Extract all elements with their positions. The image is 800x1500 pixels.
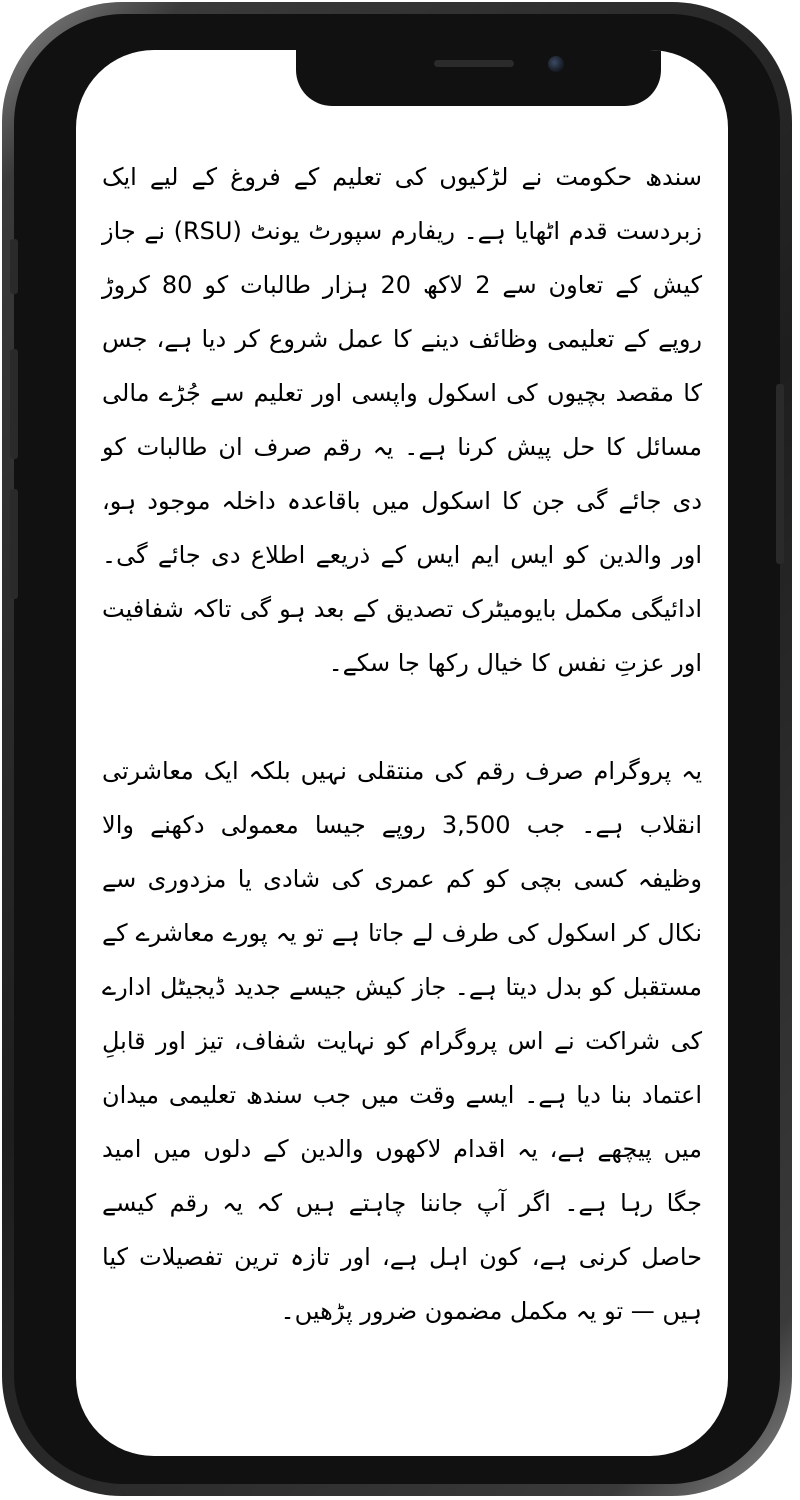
silent-switch: [10, 239, 18, 294]
article-body: [102, 150, 702, 1338]
volume-down-button: [10, 489, 18, 599]
speaker-grille: [434, 60, 514, 67]
article-paragraph-2: یہ پروگرام صرف رقم کی منتقلی نہیں بلکہ ایک معاشرتی انقلاب ہے۔ جب 3,500 روپے جیسا معمولی دکھنے والا وظیفہ کسی بچی کو کم عمری کی شادی یا مزدوری سے نکال کر اسکول کی طرف لے جاتا ہے تو یہ پورے معاشرے کے مستقبل کو بدل دیتا ہے۔ جاز کیش جیسے جدید ڈیجیٹل ادارے کی شراکت نے اس پروگرام کو نہایت شفاف، تیز اور قابلِ اعتماد بنا دیا ہے۔ ایسے وقت میں جب سندھ تعلیمی میدان میں پیچھے ہے، یہ اقدام لاکھوں والدین کے دلوں میں امید جگا رہا ہے۔ اگر آپ جاننا چاہتے ہیں کہ یہ رقم کیسے حاصل کرنی ہے، کون اہل ہے، اور تازہ ترین تفصیلات کیا ہیں — تو یہ مکمل مضمون ضرور پڑھیں۔: [102, 757, 702, 1325]
phone-screen: [76, 50, 728, 1456]
volume-up-button: [10, 349, 18, 459]
article-paragraph-1: سندھ حکومت نے لڑکیوں کی تعلیم کے فروغ کے لیے ایک زبردست قدم اٹھایا ہے۔ ریفارم سپورٹ یونٹ (RSU) نے جاز کیش کے تعاون سے 2 لاکھ 20 ہزار طالبات کو 80 کروڑ روپے کے تعلیمی وظائف دینے کا عمل شروع کر دیا ہے، جس کا مقصد بچیوں کی اسکول واپسی اور تعلیم سے جُڑے مالی مسائل کا حل پیش کرنا ہے۔ یہ رقم صرف ان طالبات کو دی جائے گی جن کا اسکول میں باقاعدہ داخلہ موجود ہو، اور والدین کو ایس ایم ایس کے ذریعے اطلاع دی جائے گی۔ ادائیگی مکمل بایومیٹرک تصدیق کے بعد ہو گی تاکہ شفافیت اور عزتِ نفس کا خیال رکھا جا سکے۔: [102, 163, 702, 677]
front-camera-icon: [548, 56, 564, 72]
power-button: [776, 384, 784, 564]
phone-frame: [2, 2, 792, 1496]
notch: [296, 50, 661, 106]
